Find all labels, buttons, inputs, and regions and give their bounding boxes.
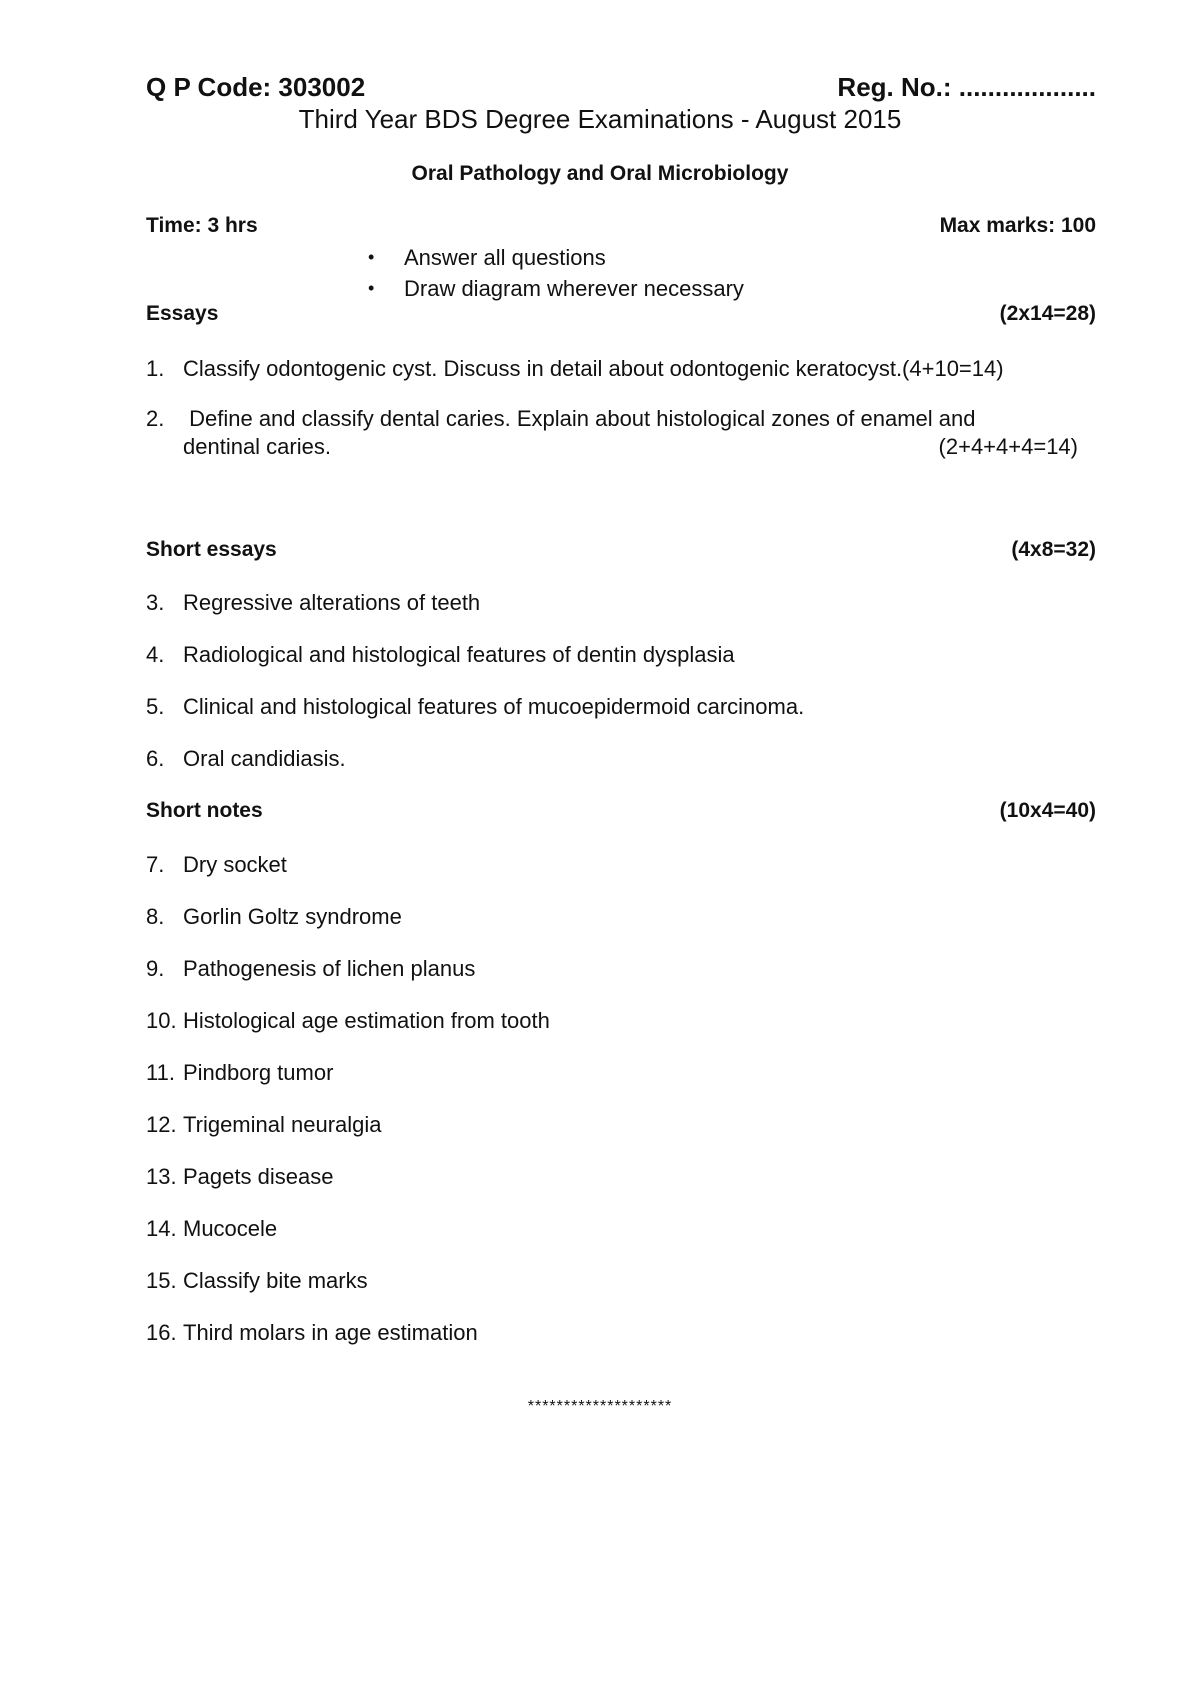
question-text: Oral candidiasis. (183, 746, 346, 771)
question-number: 13. (146, 1164, 177, 1189)
section-title: Short notes (146, 799, 263, 822)
question-number: 8. (146, 904, 165, 929)
question-number: 6. (146, 746, 165, 771)
question-text: Mucocele (183, 1216, 278, 1241)
question-text: Dry socket (183, 852, 287, 877)
section-marks: (2x14=28) (999, 302, 1096, 325)
question-number: 16. (146, 1320, 177, 1345)
exam-meta (146, 214, 1096, 242)
bullet-icon: • (368, 247, 375, 267)
question-text: Regressive alterations of teeth (183, 590, 481, 615)
question-text: Pagets disease (183, 1164, 334, 1189)
reg-no: Reg. No.: ................... (837, 72, 1096, 102)
instruction-item: • Draw diagram wherever necessary (368, 273, 744, 304)
question-text: Pindborg tumor (183, 1060, 334, 1085)
question-number: 2. (146, 406, 165, 431)
question-number: 5. (146, 694, 165, 719)
question-number: 11. (146, 1060, 175, 1085)
question-text: Classify bite marks (183, 1268, 368, 1293)
question-text: Histological age estimation from tooth (183, 1008, 550, 1033)
question-number: 15. (146, 1268, 177, 1293)
section-marks: (10x4=40) (999, 799, 1096, 822)
section-short-essays (146, 538, 1096, 568)
question-text: Gorlin Goltz syndrome (183, 904, 402, 929)
qp-code: Q P Code: 303002 (146, 72, 366, 102)
subject-title: Oral Pathology and Oral Microbiology (411, 162, 789, 185)
end-of-paper-stars: ******************** (527, 1398, 673, 1415)
question-text: Classify odontogenic cyst. Discuss in detail about odontogenic keratocyst.(4+10=14) (183, 356, 1004, 381)
bullet-icon: • (368, 278, 375, 298)
question-number: 4. (146, 642, 165, 667)
question-text: Define and classify dental caries. Explain about histological zones of enamel and (183, 406, 976, 431)
max-marks: Max marks: 100 (939, 214, 1096, 237)
question-number: 12. (146, 1112, 177, 1137)
section-essays (146, 302, 1096, 332)
exam-title: Third Year BDS Degree Examinations - August 2015 (298, 104, 902, 134)
question-number: 3. (146, 590, 165, 615)
question-text: Pathogenesis of lichen planus (183, 956, 476, 981)
question-text-continued: dentinal caries. (183, 434, 331, 459)
question-number: 14. (146, 1216, 177, 1241)
question-number: 1. (146, 356, 165, 381)
question-number: 9. (146, 956, 165, 981)
instruction-item: • Answer all questions (368, 242, 744, 273)
question-marks: (2+4+4+4=14) (938, 434, 1078, 459)
header-line (146, 72, 1096, 108)
exam-time: Time: 3 hrs (146, 214, 258, 237)
section-marks: (4x8=32) (1011, 538, 1096, 561)
section-title: Short essays (146, 538, 277, 561)
section-title: Essays (146, 302, 219, 325)
section-short-notes (146, 799, 1096, 829)
question-text: Clinical and histological features of mucoepidermoid carcinoma. (183, 694, 805, 719)
question-text: Third molars in age estimation (183, 1320, 478, 1345)
question-number: 10. (146, 1008, 177, 1033)
question-number: 7. (146, 852, 165, 877)
question-text: Radiological and histological features of dentin dysplasia (183, 642, 735, 667)
instructions-list (368, 242, 744, 304)
question-text: Trigeminal neuralgia (183, 1112, 382, 1137)
